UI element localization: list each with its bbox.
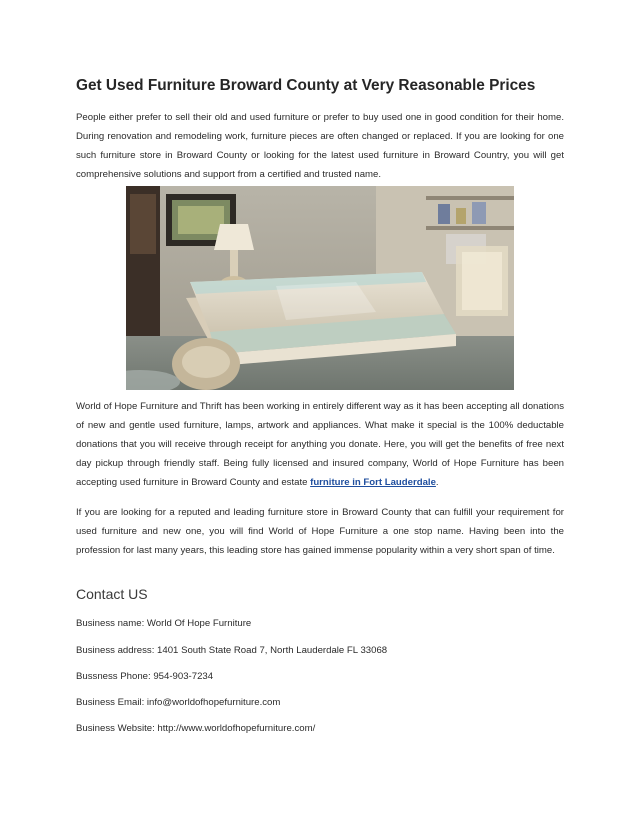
page-title: Get Used Furniture Broward County at Very Reasonable Prices [76, 77, 536, 94]
about-paragraph [76, 397, 564, 492]
bed-showroom-image [126, 186, 514, 390]
business-phone: Bussness Phone: 954-903-7234 [76, 671, 214, 682]
intro-paragraph: People either prefer to sell their old and used furniture or prefer to buy used one in good condition for their home. During renovation and remodeling work, furniture pieces are often changed or replaced. If you are looking for one such furniture store in Broward County or looking for the latest used furniture in Broward Country, you will get comprehensive solutions and support from a certified and trusted name. [76, 112, 564, 180]
business-address: Business address: 1401 South State Road 7, North Lauderdale FL 33068 [76, 645, 388, 656]
furniture-store-photo [126, 186, 514, 390]
closing-paragraph: If you are looking for a reputed and leading furniture store in Broward County that can fulfill your requirement for used furniture and new one, you will find World of Hope Furniture a one stop name. Having been into the profession for last many years, this leading store has gained immense popularity within a very short span of time. [76, 507, 564, 556]
business-website: Business Website: http://www.worldofhopefurniture.com/ [76, 723, 316, 734]
about-text-end: . [435, 477, 439, 488]
furniture-fort-lauderdale-link[interactable]: furniture in Fort Lauderdale [310, 477, 436, 488]
about-text: World of Hope Furniture and Thrift has been working in entirely different way as it has been accepting all donations of new and gentle used furniture, lamps, artwork and appliances. What make it special is the 100% deductable donations that you will receive through receipt for anything you donate. Here, you will get the benefits of free next day pickup through friendly staff. Being fully licensed and insured company, World of Hope Furniture has been accepting used furniture in Broward County and estate [76, 401, 564, 488]
contact-heading: Contact US [76, 586, 148, 602]
business-name: Business name: World Of Hope Furniture [76, 618, 252, 629]
business-email: Business Email: info@worldofhopefurniture.com [76, 697, 281, 708]
